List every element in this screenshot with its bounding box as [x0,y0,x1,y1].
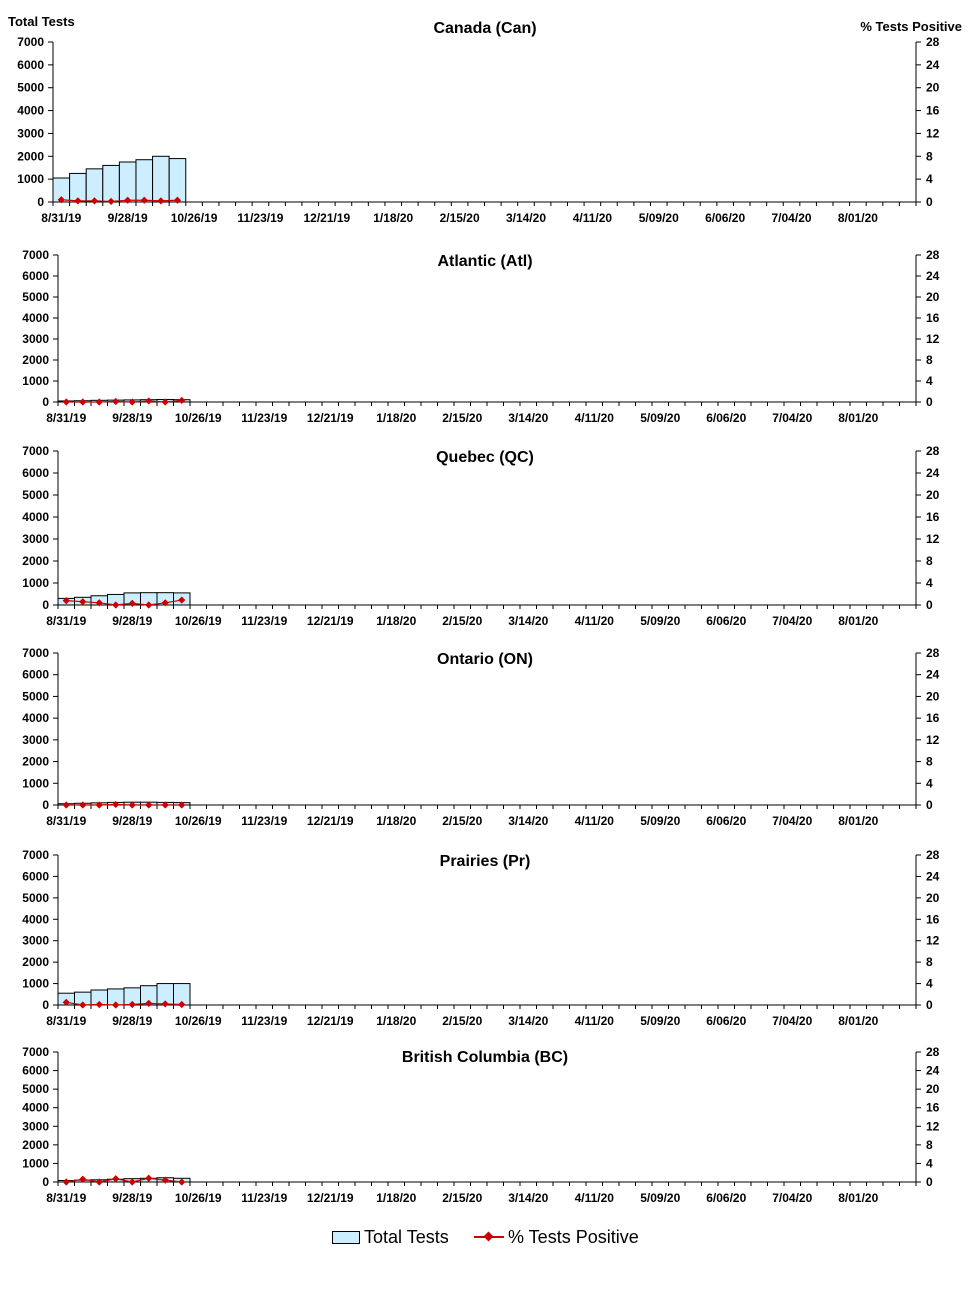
x-tick-label: 3/14/20 [508,614,549,628]
y-left-tick-label: 2000 [22,754,49,769]
chart-title: Ontario (ON) [437,651,533,668]
chart-panel-3 [22,444,939,628]
x-tick-label: 1/18/20 [376,814,417,828]
x-tick-label: 4/11/20 [574,411,614,425]
x-tick-label: 5/09/20 [640,1191,681,1205]
y-right-tick-label: 4 [926,576,933,590]
legend-line-label: % Tests Positive [508,1226,639,1247]
x-tick-label: 2/15/20 [442,814,483,828]
x-tick-label: 7/04/20 [772,1014,813,1028]
y-left-tick-label: 0 [37,195,44,209]
y-right-tick-label: 4 [926,976,933,991]
x-tick-label: 1/18/20 [376,1191,417,1205]
legend-bar-label: Total Tests [364,1226,449,1247]
bar [119,162,136,202]
x-tick-label: 9/28/19 [112,814,153,828]
y-left-tick-label: 0 [42,1175,49,1189]
x-tick-label: 11/23/19 [237,211,284,225]
x-tick-label: 1/18/20 [373,211,414,225]
y-left-tick-label: 4000 [22,1100,49,1115]
legend-item-total-tests [332,1222,449,1252]
x-tick-label: 11/23/19 [241,411,288,425]
percent-positive-point [145,397,152,404]
x-tick-label: 3/14/20 [508,411,549,425]
x-tick-label: 8/01/20 [838,614,879,628]
x-tick-label: 2/15/20 [439,211,480,225]
y-right-tick-label: 4 [926,374,933,388]
y-left-tick-label: 7000 [22,1045,49,1059]
x-tick-label: 12/21/19 [306,1014,354,1028]
legend-item-percent-positive [474,1222,639,1252]
percent-positive-point [79,801,86,808]
y-right-tick-label: 24 [926,269,940,283]
bar [136,160,153,202]
x-tick-label: 1/18/20 [376,614,417,628]
x-tick-label: 8/31/19 [46,1191,87,1205]
y-left-tick-label: 5000 [22,689,49,704]
x-tick-label: 6/06/20 [706,614,747,628]
chart-panel-2 [22,248,939,425]
y-right-tick-label: 28 [926,248,940,262]
x-tick-label: 9/28/19 [112,1014,153,1028]
bar [153,156,170,202]
legend [0,1222,970,1252]
bar [169,159,186,202]
y-left-tick-label: 4000 [22,510,49,524]
x-tick-label: 4/11/20 [574,1014,614,1028]
x-tick-label: 8/01/20 [838,411,879,425]
x-tick-label: 7/04/20 [772,814,813,828]
y-right-tick-label: 8 [926,754,933,769]
x-tick-label: 9/28/19 [107,211,148,225]
y-right-tick-label: 20 [926,488,940,502]
chart-panel-1 [17,20,939,225]
y-left-tick-label: 1000 [22,576,49,590]
y-right-tick-label: 8 [926,554,933,568]
x-tick-label: 12/21/19 [306,411,354,425]
y-right-tick-label: 16 [926,311,940,325]
y-left-tick-label: 6000 [22,1063,49,1078]
chart-panel-6 [22,1045,939,1205]
x-tick-label: 8/01/20 [838,1014,879,1028]
y-right-tick-label: 0 [926,798,933,812]
y-right-tick-label: 28 [926,1045,940,1059]
y-left-tick-label: 2000 [17,149,44,164]
x-tick-label: 2/15/20 [442,1191,483,1205]
y-left-tick-label: 5000 [22,488,49,502]
y-left-tick-label: 2000 [22,554,49,568]
right-axis-label: % Tests Positive [860,19,962,34]
x-tick-label: 8/31/19 [46,411,87,425]
x-tick-label: 10/26/19 [174,1191,222,1205]
y-left-tick-label: 1000 [22,776,49,791]
y-left-tick-label: 0 [42,395,49,409]
x-tick-label: 9/28/19 [112,1191,153,1205]
x-tick-label: 3/14/20 [508,814,549,828]
chart-title: Atlantic (Atl) [437,253,533,270]
y-right-tick-label: 16 [926,510,940,524]
y-left-tick-label: 7000 [22,848,49,862]
y-left-tick-label: 6000 [22,667,49,682]
x-tick-label: 5/09/20 [640,1014,681,1028]
x-tick-label: 3/14/20 [508,1191,549,1205]
y-right-tick-label: 0 [926,998,933,1012]
y-right-tick-label: 0 [926,395,933,409]
y-right-tick-label: 24 [926,667,940,682]
y-right-tick-label: 24 [926,869,940,884]
y-left-tick-label: 1000 [17,172,44,187]
x-tick-label: 11/23/19 [241,814,288,828]
x-tick-label: 5/09/20 [638,211,679,225]
x-tick-label: 8/31/19 [41,211,82,225]
y-left-tick-label: 7000 [22,248,49,262]
y-right-tick-label: 24 [926,466,940,480]
x-tick-label: 9/28/19 [112,614,153,628]
x-tick-label: 10/26/19 [174,814,222,828]
x-tick-label: 10/26/19 [174,614,222,628]
x-tick-label: 6/06/20 [706,1191,747,1205]
y-right-tick-label: 28 [926,444,940,458]
bar [103,165,120,202]
percent-positive-point [63,1178,70,1185]
percent-positive-point [79,398,86,405]
y-left-tick-label: 4000 [22,711,49,726]
y-right-tick-label: 0 [926,195,933,209]
y-left-tick-label: 6000 [22,269,49,283]
x-tick-label: 11/23/19 [241,1014,288,1028]
y-left-tick-label: 3000 [22,532,49,546]
x-tick-label: 7/04/20 [772,614,813,628]
x-tick-label: 4/11/20 [572,211,613,225]
x-tick-label: 10/26/19 [170,211,218,225]
y-right-tick-label: 28 [926,848,940,862]
x-tick-label: 5/09/20 [640,814,681,828]
chart-panel-4 [22,646,939,828]
y-left-tick-label: 5000 [22,290,49,304]
x-tick-label: 8/31/19 [46,1014,87,1028]
y-left-tick-label: 3000 [22,933,49,948]
x-tick-label: 7/04/20 [772,1191,813,1205]
x-tick-label: 8/31/19 [46,614,87,628]
x-tick-label: 12/21/19 [306,814,354,828]
x-tick-label: 11/23/19 [241,1191,288,1205]
chart-title: Prairies (Pr) [439,853,531,870]
y-left-tick-label: 6000 [17,57,44,72]
y-right-tick-label: 12 [926,732,940,747]
x-tick-label: 1/18/20 [376,1014,417,1028]
chart-title: Quebec (QC) [436,449,534,466]
y-right-tick-label: 24 [926,57,940,72]
y-left-tick-label: 4000 [22,311,49,325]
x-tick-label: 4/11/20 [574,614,614,628]
left-axis-label: Total Tests [8,14,75,29]
x-tick-label: 2/15/20 [442,411,483,425]
y-right-tick-label: 28 [926,646,940,660]
x-tick-label: 12/21/19 [306,1191,354,1205]
x-tick-label: 1/18/20 [376,411,417,425]
y-right-tick-label: 12 [926,532,940,546]
y-left-tick-label: 0 [42,598,49,612]
legend-bar-swatch [332,1231,360,1244]
y-left-tick-label: 5000 [22,890,49,905]
y-right-tick-label: 4 [926,1156,933,1171]
y-left-tick-label: 1000 [22,374,49,388]
y-right-tick-label: 8 [926,149,933,164]
x-tick-label: 3/14/20 [505,211,547,225]
y-left-tick-label: 3000 [22,732,49,747]
x-tick-label: 8/01/20 [837,211,878,225]
x-tick-label: 7/04/20 [772,411,813,425]
percent-positive-point [63,801,70,808]
y-left-tick-label: 0 [42,998,49,1012]
x-tick-label: 8/01/20 [838,1191,879,1205]
y-left-tick-label: 6000 [22,466,49,480]
y-right-tick-label: 12 [926,126,940,141]
x-tick-label: 6/06/20 [706,411,747,425]
x-tick-label: 12/21/19 [306,614,354,628]
y-left-tick-label: 3000 [17,126,44,141]
chart-title: British Columbia (BC) [401,1049,569,1066]
y-left-tick-label: 2000 [22,1137,49,1152]
percent-positive-point [96,398,103,405]
x-tick-label: 4/11/20 [574,1191,614,1205]
x-tick-label: 7/04/20 [771,211,812,225]
y-left-tick-label: 6000 [22,869,49,884]
y-right-tick-label: 16 [926,711,940,726]
percent-positive-point [112,398,119,405]
y-right-tick-label: 12 [926,933,940,948]
y-left-tick-label: 3000 [22,1119,49,1134]
y-right-tick-label: 0 [926,1175,933,1189]
y-left-tick-label: 2000 [22,353,49,367]
x-tick-label: 10/26/19 [174,411,222,425]
y-left-tick-label: 4000 [17,103,44,118]
y-left-tick-label: 3000 [22,332,49,346]
x-tick-label: 6/06/20 [705,211,746,225]
y-right-tick-label: 16 [926,912,940,927]
x-tick-label: 6/06/20 [706,814,747,828]
y-right-tick-label: 20 [926,80,940,95]
x-tick-label: 11/23/19 [241,614,288,628]
x-tick-label: 8/01/20 [838,814,879,828]
chart-panel-5 [22,848,939,1028]
y-left-tick-label: 2000 [22,955,49,970]
y-left-tick-label: 7000 [22,444,49,458]
x-tick-label: 10/26/19 [174,1014,222,1028]
percent-positive-point [178,397,185,404]
y-left-tick-label: 4000 [22,912,49,927]
y-left-tick-label: 0 [42,798,49,812]
y-left-tick-label: 7000 [22,646,49,660]
x-tick-label: 8/31/19 [46,814,87,828]
y-right-tick-label: 16 [926,103,940,118]
x-tick-label: 5/09/20 [640,614,681,628]
x-tick-label: 6/06/20 [706,1014,747,1028]
y-right-tick-label: 12 [926,1119,940,1134]
y-left-tick-label: 5000 [22,1082,49,1097]
y-right-tick-label: 20 [926,1082,940,1097]
y-left-tick-label: 1000 [22,976,49,991]
y-right-tick-label: 4 [926,172,933,187]
x-tick-label: 12/21/19 [303,211,351,225]
y-left-tick-label: 1000 [22,1156,49,1171]
y-right-tick-label: 4 [926,776,933,791]
x-tick-label: 2/15/20 [442,1014,483,1028]
y-right-tick-label: 28 [926,35,940,49]
x-tick-label: 2/15/20 [442,614,483,628]
percent-positive-point [63,398,70,405]
y-right-tick-label: 20 [926,890,940,905]
y-right-tick-label: 20 [926,689,940,704]
x-tick-label: 4/11/20 [574,814,614,828]
y-right-tick-label: 20 [926,290,940,304]
legend-line-swatch [474,1231,504,1243]
y-right-tick-label: 0 [926,598,933,612]
y-right-tick-label: 16 [926,1100,940,1115]
chart-title: Canada (Can) [433,20,537,37]
x-tick-label: 5/09/20 [640,411,681,425]
y-left-tick-label: 5000 [17,80,44,95]
y-right-tick-label: 8 [926,353,933,367]
y-right-tick-label: 24 [926,1063,940,1078]
y-left-tick-label: 7000 [17,35,44,49]
x-tick-label: 9/28/19 [112,411,153,425]
y-right-tick-label: 8 [926,1137,933,1152]
bar [86,169,103,202]
y-right-tick-label: 12 [926,332,940,346]
y-right-tick-label: 8 [926,955,933,970]
x-tick-label: 3/14/20 [508,1014,549,1028]
